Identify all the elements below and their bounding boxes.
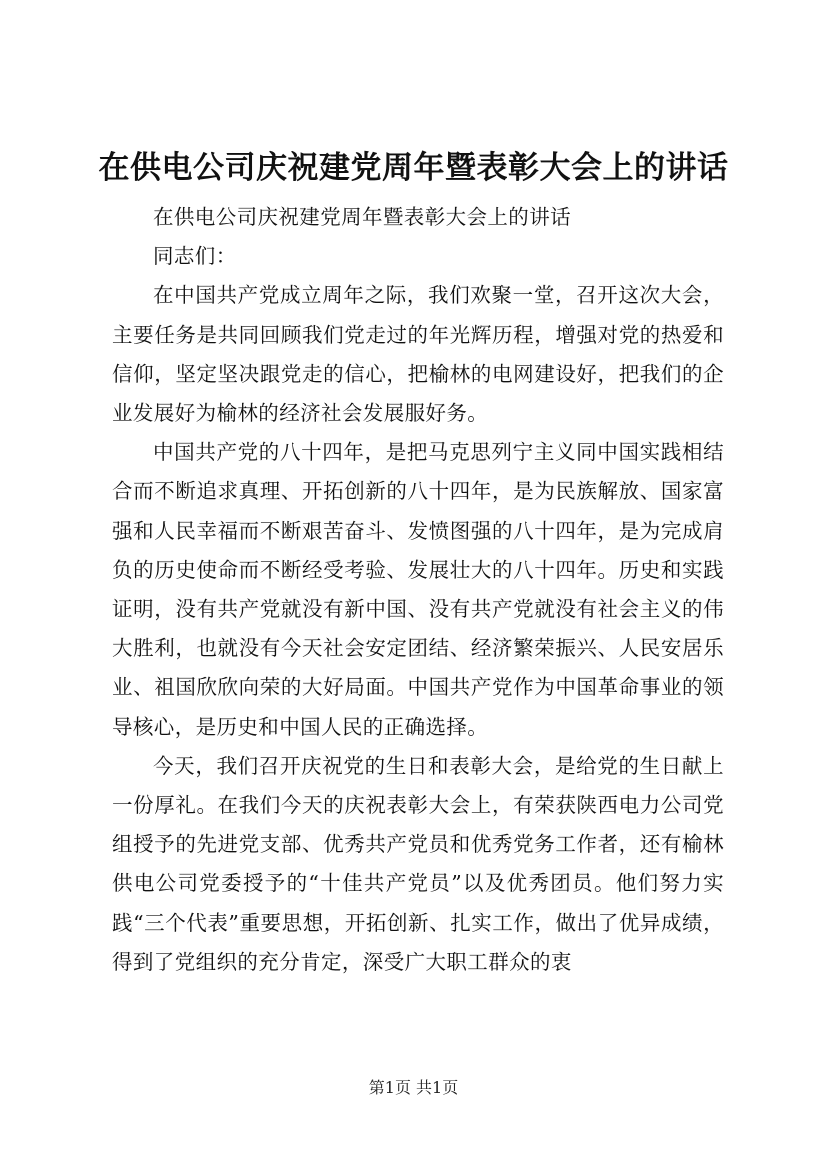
body-paragraph: 在中国共产党成立周年之际，我们欢聚一堂，召开这次大会，主要任务是共同回顾我们党走过的年光辉历程，增强对党的热爱和信仰，坚定坚决跟党走的信心，把榆林的电网建设好，把我们的企业发展好为榆林的经济社会发展服好务。 [112, 283, 724, 426]
body-paragraph: 今天，我们召开庆祝党的生日和表彰大会，是给党的生日献上一份厚礼。在我们今天的庆祝表彰大会上，有荣获陕西电力公司党组授予的先进党支部、优秀共产党员和优秀党务工作者，还有榆林供电公司党委授予的“十佳共产党员”以及优秀团员。他们努力实践“三个代表”重要思想，开拓创新、扎实工作，做出了优异成绩，得到了党组织的充分肯定，深受广大职工群众的衷 [112, 753, 724, 974]
subtitle-paragraph: 在供电公司庆祝建党周年暨表彰大会上的讲话 [153, 205, 571, 229]
salutation-paragraph: 同志们： [153, 244, 237, 269]
body-paragraph: 中国共产党的八十四年，是把马克思列宁主义同中国实践相结合而不断追求真理、开拓创新的八十四年，是为民族解放、国家富强和人民幸福而不断艰苦奋斗、发愤图强的八十四年，是为完成肩负的历史使命而不断经受考验、发展壮大的八十四年。历史和实践证明，没有共产党就没有新中国、没有共产党就没有社会主义的伟大胜利，也就没有今天社会安定团结、经济繁荣振兴、人民安居乐业、祖国欣欣向荣的大好局面。中国共产党作为中国革命事业的领导核心，是历史和中国人民的正确选择。 [112, 440, 724, 739]
page-footer: 第1页 共1页 [368, 1078, 459, 1097]
document-title: 在供电公司庆祝建党周年暨表彰大会上的讲话 [98, 150, 729, 186]
document-body [112, 198, 724, 982]
